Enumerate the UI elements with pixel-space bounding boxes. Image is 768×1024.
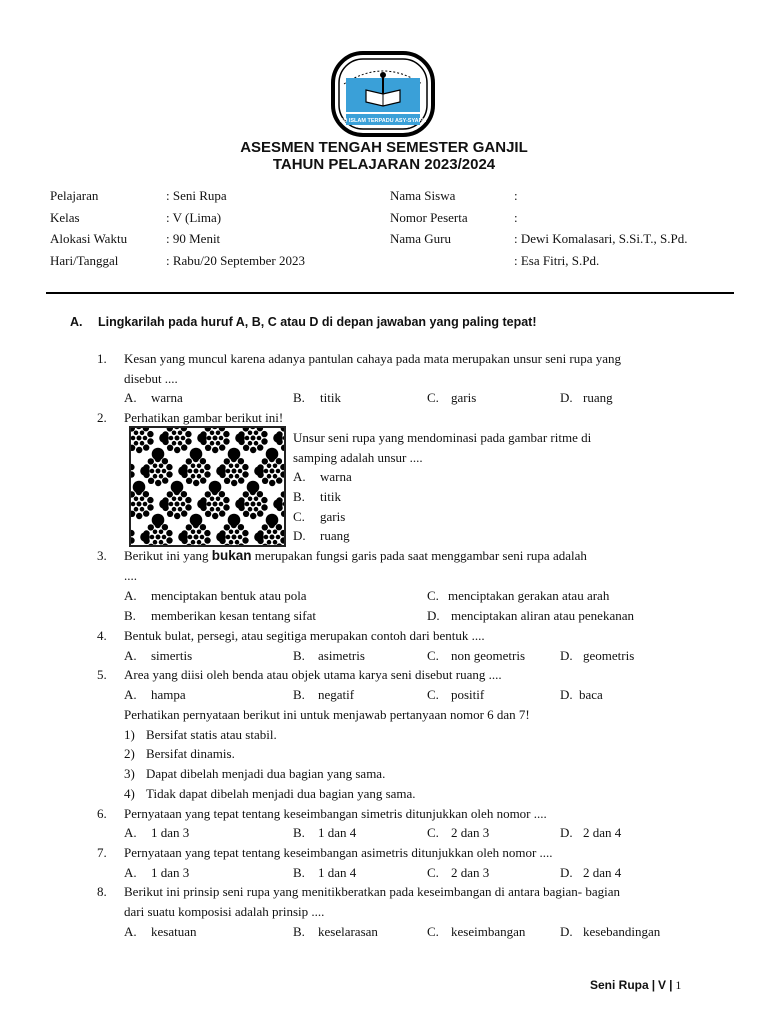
q6-option-b[interactable]: 1 dan 4 <box>318 825 357 840</box>
question-1-text: Kesan yang muncul karena adanya pantulan cahaya pada mata merupakan unsur seni rupa yang <box>124 351 622 366</box>
footer-separator: | <box>669 978 673 992</box>
info-value-time: : 90 Menit <box>166 231 221 246</box>
statement-3-number: 3) <box>124 766 135 781</box>
info-value-date: : Rabu/20 September 2023 <box>166 253 306 268</box>
question-8-number: 8. <box>97 884 107 899</box>
q8-option-c[interactable]: keseimbangan <box>451 924 526 939</box>
question-3-text-cont: .... <box>124 568 137 583</box>
q2-option-a[interactable]: warna <box>320 469 352 484</box>
q3-option-c-letter[interactable]: C. <box>427 588 439 603</box>
school-name: SD ISLAM TERPADU ASY-SYAFI'I <box>339 118 427 124</box>
q2-option-c[interactable]: garis <box>320 509 346 524</box>
q8-option-b-letter[interactable]: B. <box>293 924 305 939</box>
statement-1-number: 1) <box>124 727 135 742</box>
page-title: ASESMEN TENGAH SEMESTER GANJIL <box>240 139 528 156</box>
info-label-subject: Pelajaran <box>50 188 99 203</box>
statement-2: Bersifat dinamis. <box>146 746 235 761</box>
q7-option-c[interactable]: 2 dan 3 <box>451 865 490 880</box>
q3-option-d-letter[interactable]: D. <box>427 608 440 623</box>
info-label-participant-number: Nomor Peserta <box>390 210 468 225</box>
q6-option-d-letter[interactable]: D. <box>560 825 573 840</box>
info-value-teacher-1: : Dewi Komalasari, S.Si.T., S.Pd. <box>514 231 688 246</box>
q3-option-b-letter[interactable]: B. <box>124 608 136 623</box>
info-value-participant-number: : <box>514 210 518 225</box>
statement-1: Bersifat statis atau stabil. <box>146 727 277 742</box>
q3-option-a-letter[interactable]: A. <box>124 588 137 603</box>
q4-option-c[interactable]: non geometris <box>451 648 526 663</box>
instruction-q6-q7: Perhatikan pernyataan berikut ini untuk menjawab pertanyaan nomor 6 dan 7! <box>124 707 530 722</box>
question-2-number: 2. <box>97 410 107 425</box>
info-label-time: Alokasi Waktu <box>50 231 128 246</box>
q4-option-c-letter[interactable]: C. <box>427 648 439 663</box>
q8-option-a[interactable]: kesatuan <box>151 924 197 939</box>
question-6-number: 6. <box>97 806 107 821</box>
question-6-text: Pernyataan yang tepat tentang keseimbangan simetris ditunjukkan oleh nomor .... <box>124 806 547 821</box>
question-5-text: Area yang diisi oleh benda atau objek utama karya seni disebut ruang .... <box>124 667 502 682</box>
q6-option-c[interactable]: 2 dan 3 <box>451 825 490 840</box>
question-8-text-cont: dari suatu komposisi adalah prinsip .... <box>124 904 325 919</box>
q8-option-a-letter[interactable]: A. <box>124 924 137 939</box>
question-8-text: Berikut ini prinsip seni rupa yang menitikberatkan pada keseimbangan di antara bagian- bagian <box>124 884 621 899</box>
question-1-number: 1. <box>97 351 107 366</box>
footer-page-number: 1 <box>675 978 682 992</box>
q4-option-b[interactable]: asimetris <box>318 648 365 663</box>
question-3-pre: Berikut ini yang <box>124 548 212 563</box>
q1-option-c-letter[interactable]: C. <box>427 390 439 405</box>
q8-option-b[interactable]: keselarasan <box>318 924 378 939</box>
question-4-number: 4. <box>97 628 107 643</box>
q1-option-b[interactable]: titik <box>320 390 341 405</box>
question-3-number: 3. <box>97 548 107 563</box>
q4-option-a-letter[interactable]: A. <box>124 648 137 663</box>
q5-option-d[interactable]: baca <box>579 687 603 702</box>
q7-option-a-letter[interactable]: A. <box>124 865 137 880</box>
q5-option-c-letter[interactable]: C. <box>427 687 439 702</box>
q4-option-a[interactable]: simertis <box>151 648 193 663</box>
q5-option-a-letter[interactable]: A. <box>124 687 137 702</box>
q3-option-d[interactable]: menciptakan aliran atau penekanan <box>451 608 634 623</box>
section-letter: A. <box>70 315 83 329</box>
q2-option-a-letter[interactable]: A. <box>293 469 306 484</box>
q8-option-d-letter[interactable]: D. <box>560 924 573 939</box>
footer-class: V <box>658 978 667 992</box>
header-divider <box>46 292 734 294</box>
q1-option-a[interactable]: warna <box>151 390 183 405</box>
q6-option-b-letter[interactable]: B. <box>293 825 305 840</box>
q5-option-c[interactable]: positif <box>451 687 485 702</box>
info-value-subject: : Seni Rupa <box>166 188 227 203</box>
q6-option-c-letter[interactable]: C. <box>427 825 439 840</box>
q3-option-b[interactable]: memberikan kesan tentang sifat <box>151 608 316 623</box>
question-2-text: Unsur seni rupa yang mendominasi pada gambar ritme di <box>293 430 592 445</box>
q7-option-b[interactable]: 1 dan 4 <box>318 865 357 880</box>
question-7-number: 7. <box>97 845 107 860</box>
q1-option-d-letter[interactable]: D. <box>560 390 573 405</box>
q2-option-b-letter[interactable]: B. <box>293 489 305 504</box>
question-2-text-cont: samping adalah unsur .... <box>293 450 423 465</box>
info-label-student-name: Nama Siswa <box>390 188 456 203</box>
q4-option-d-letter[interactable]: D. <box>560 648 573 663</box>
info-label-class: Kelas <box>50 210 80 225</box>
q3-option-c[interactable]: menciptakan gerakan atau arah <box>448 588 610 603</box>
question-7-text: Pernyataan yang tepat tentang keseimbangan asimetris ditunjukkan oleh nomor .... <box>124 845 553 860</box>
footer-separator: | <box>651 978 656 992</box>
question-3-text <box>124 548 587 564</box>
q8-option-c-letter[interactable]: C. <box>427 924 439 939</box>
q4-option-d[interactable]: geometris <box>583 648 635 663</box>
statement-4: Tidak dapat dibelah menjadi dua bagian yang sama. <box>146 786 416 801</box>
q7-option-b-letter[interactable]: B. <box>293 865 305 880</box>
question-4-text: Bentuk bulat, persegi, atau segitiga merupakan contoh dari bentuk .... <box>124 628 485 643</box>
school-logo <box>330 50 436 138</box>
question-3-bold: bukan <box>211 548 252 563</box>
q8-option-d[interactable]: kesebandingan <box>583 924 661 939</box>
q7-option-d-letter[interactable]: D. <box>560 865 573 880</box>
q2-option-d[interactable]: ruang <box>320 528 350 543</box>
footer-subject: Seni Rupa <box>590 978 649 992</box>
info-label-teacher: Nama Guru <box>390 231 452 246</box>
q1-option-c[interactable]: garis <box>451 390 477 405</box>
q6-option-d[interactable]: 2 dan 4 <box>583 825 622 840</box>
statement-3: Dapat dibelah menjadi dua bagian yang sama. <box>146 766 386 781</box>
q3-option-a[interactable]: menciptakan bentuk atau pola <box>151 588 307 603</box>
question-3-post: merupakan fungsi garis pada saat menggambar seni rupa adalah <box>251 548 587 563</box>
dot-rhythm-image <box>129 426 286 547</box>
statement-2-number: 2) <box>124 746 135 761</box>
page-subtitle: TAHUN PELAJARAN 2023/2024 <box>272 156 496 173</box>
q5-option-b[interactable]: negatif <box>318 687 355 702</box>
q1-option-a-letter[interactable]: A. <box>124 390 137 405</box>
q5-option-a[interactable]: hampa <box>151 687 186 702</box>
question-2-stem: Perhatikan gambar berikut ini! <box>124 410 284 425</box>
q4-option-b-letter[interactable]: B. <box>293 648 305 663</box>
info-value-class: : V (Lima) <box>166 210 222 225</box>
q7-option-a[interactable]: 1 dan 3 <box>151 865 190 880</box>
q1-option-b-letter[interactable]: B. <box>293 390 305 405</box>
q2-option-d-letter[interactable]: D. <box>293 528 306 543</box>
q2-option-c-letter[interactable]: C. <box>293 509 305 524</box>
q7-option-d[interactable]: 2 dan 4 <box>583 865 622 880</box>
section-instruction: Lingkarilah pada huruf A, B, C atau D di depan jawaban yang paling tepat! <box>98 315 537 329</box>
q6-option-a-letter[interactable]: A. <box>124 825 137 840</box>
q7-option-c-letter[interactable]: C. <box>427 865 439 880</box>
q5-option-b-letter[interactable]: B. <box>293 687 305 702</box>
info-value-teacher-2: : Esa Fitri, S.Pd. <box>514 253 600 268</box>
q5-option-d-letter[interactable]: D. <box>560 687 573 702</box>
question-5-number: 5. <box>97 667 107 682</box>
page-footer <box>590 978 681 993</box>
statement-4-number: 4) <box>124 786 135 801</box>
info-value-student-name: : <box>514 188 518 203</box>
q1-option-d[interactable]: ruang <box>583 390 613 405</box>
q2-option-b[interactable]: titik <box>320 489 341 504</box>
q6-option-a[interactable]: 1 dan 3 <box>151 825 190 840</box>
info-label-date: Hari/Tanggal <box>50 253 119 268</box>
question-1-text-cont: disebut .... <box>124 371 178 386</box>
